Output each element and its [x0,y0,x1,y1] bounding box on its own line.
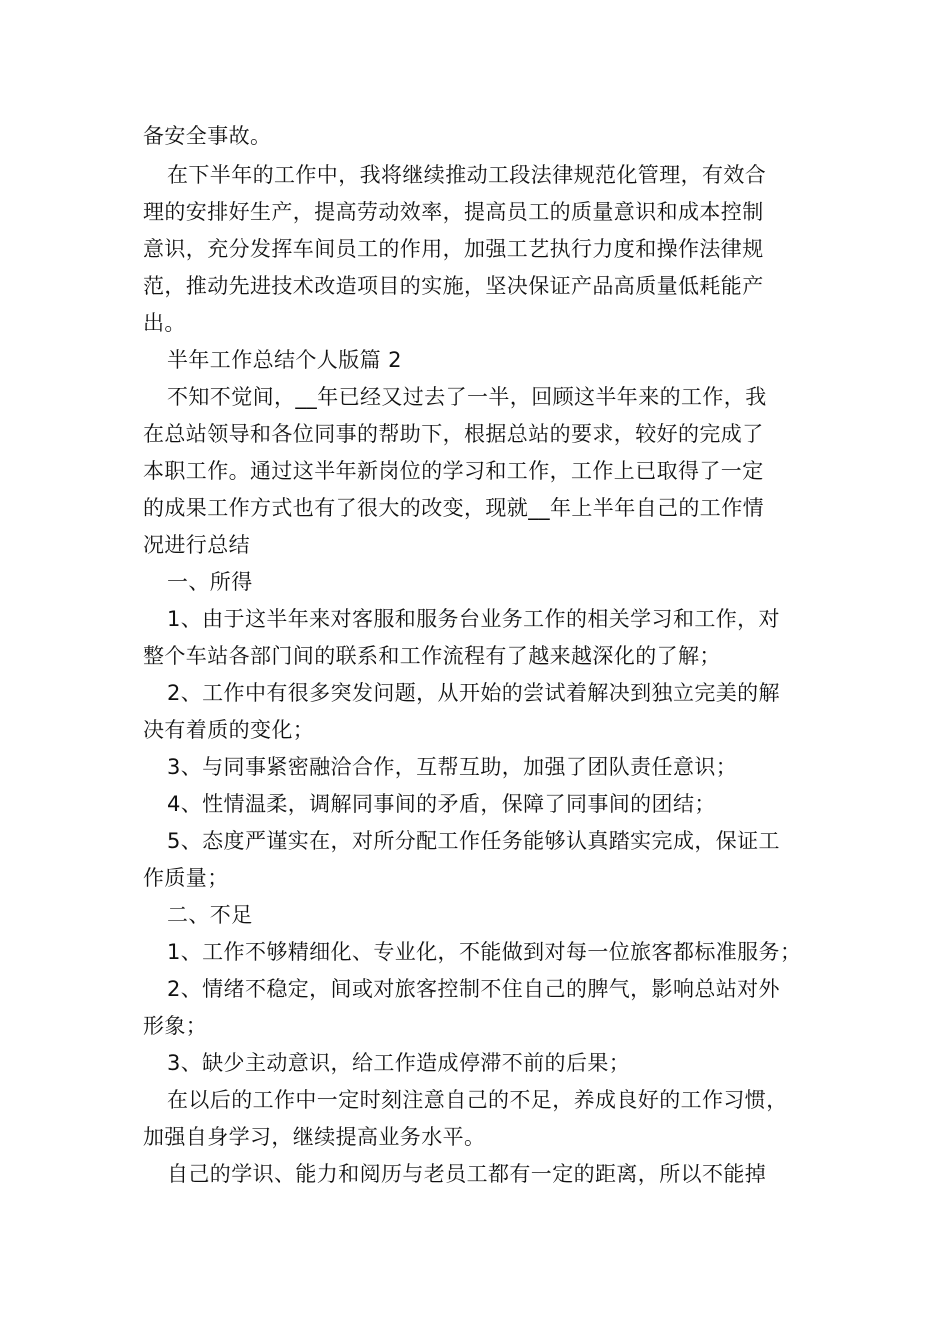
document-body [143,118,823,1193]
text-line: 形象； [143,1014,208,1038]
text-line: 整个车站各部门间的联系和工作流程有了越来越深化的了解； [143,644,721,668]
list-item: 1、由于这半年来对客服和服务台业务工作的相关学习和工作，对 [167,607,780,631]
text-line: 范，推动先进技术改造项目的实施，坚决保证产品高质量低耗能产 [143,274,764,298]
list-item: 5、态度严谨实在，对所分配工作任务能够认真踏实完成，保证工 [167,829,780,853]
text-line: 况进行总结 [143,533,250,557]
subsection-heading: 一、所得 [167,570,253,594]
subsection-heading: 二、不足 [167,903,253,927]
list-item: 3、缺少主动意识，给工作造成停滞不前的后果； [167,1051,631,1075]
section-heading: 半年工作总结个人版篇 2 [167,348,402,372]
list-item: 1、工作不够精细化、专业化，不能做到对每一位旅客都标准服务； [167,940,802,964]
text-line: 在下半年的工作中，我将继续推动工段法律规范化管理，有效合 [167,163,767,187]
text-line: 备安全事故。 [143,124,272,148]
text-line: 在以后的工作中一定时刻注意自己的不足，养成良好的工作习惯， [167,1088,788,1112]
text-line: 理的安排好生产，提高劳动效率，提高员工的质量意识和成本控制 [143,200,764,224]
text-line: 出。 [143,311,186,335]
text-line: 不知不觉间，__年已经又过去了一半，回顾这半年来的工作，我 [167,385,767,409]
list-item: 3、与同事紧密融洽合作，互帮互助，加强了团队责任意识； [167,755,738,779]
list-item: 4、性情温柔，调解同事间的矛盾，保障了同事间的团结； [167,792,716,816]
text-line: 意识，充分发挥车间员工的作用，加强工艺执行力度和操作法律规 [143,237,764,261]
text-line: 在总站领导和各位同事的帮助下，根据总站的要求，较好的完成了 [143,422,764,446]
list-item: 2、情绪不稳定，间或对旅客控制不住自己的脾气，影响总站对外 [167,977,780,1001]
text-line: 本职工作。通过这半年新岗位的学习和工作，工作上已取得了一定 [143,459,764,483]
text-line: 的成果工作方式也有了很大的改变，现就__年上半年自己的工作情 [143,496,764,520]
text-line: 自己的学识、能力和阅历与老员工都有一定的距离，所以不能掉 [167,1162,767,1186]
list-item: 2、工作中有很多突发问题，从开始的尝试着解决到独立完美的解 [167,681,780,705]
text-line: 加强自身学习，继续提高业务水平。 [143,1125,486,1149]
text-line: 作质量； [143,866,229,890]
text-line: 决有着质的变化； [143,718,315,742]
